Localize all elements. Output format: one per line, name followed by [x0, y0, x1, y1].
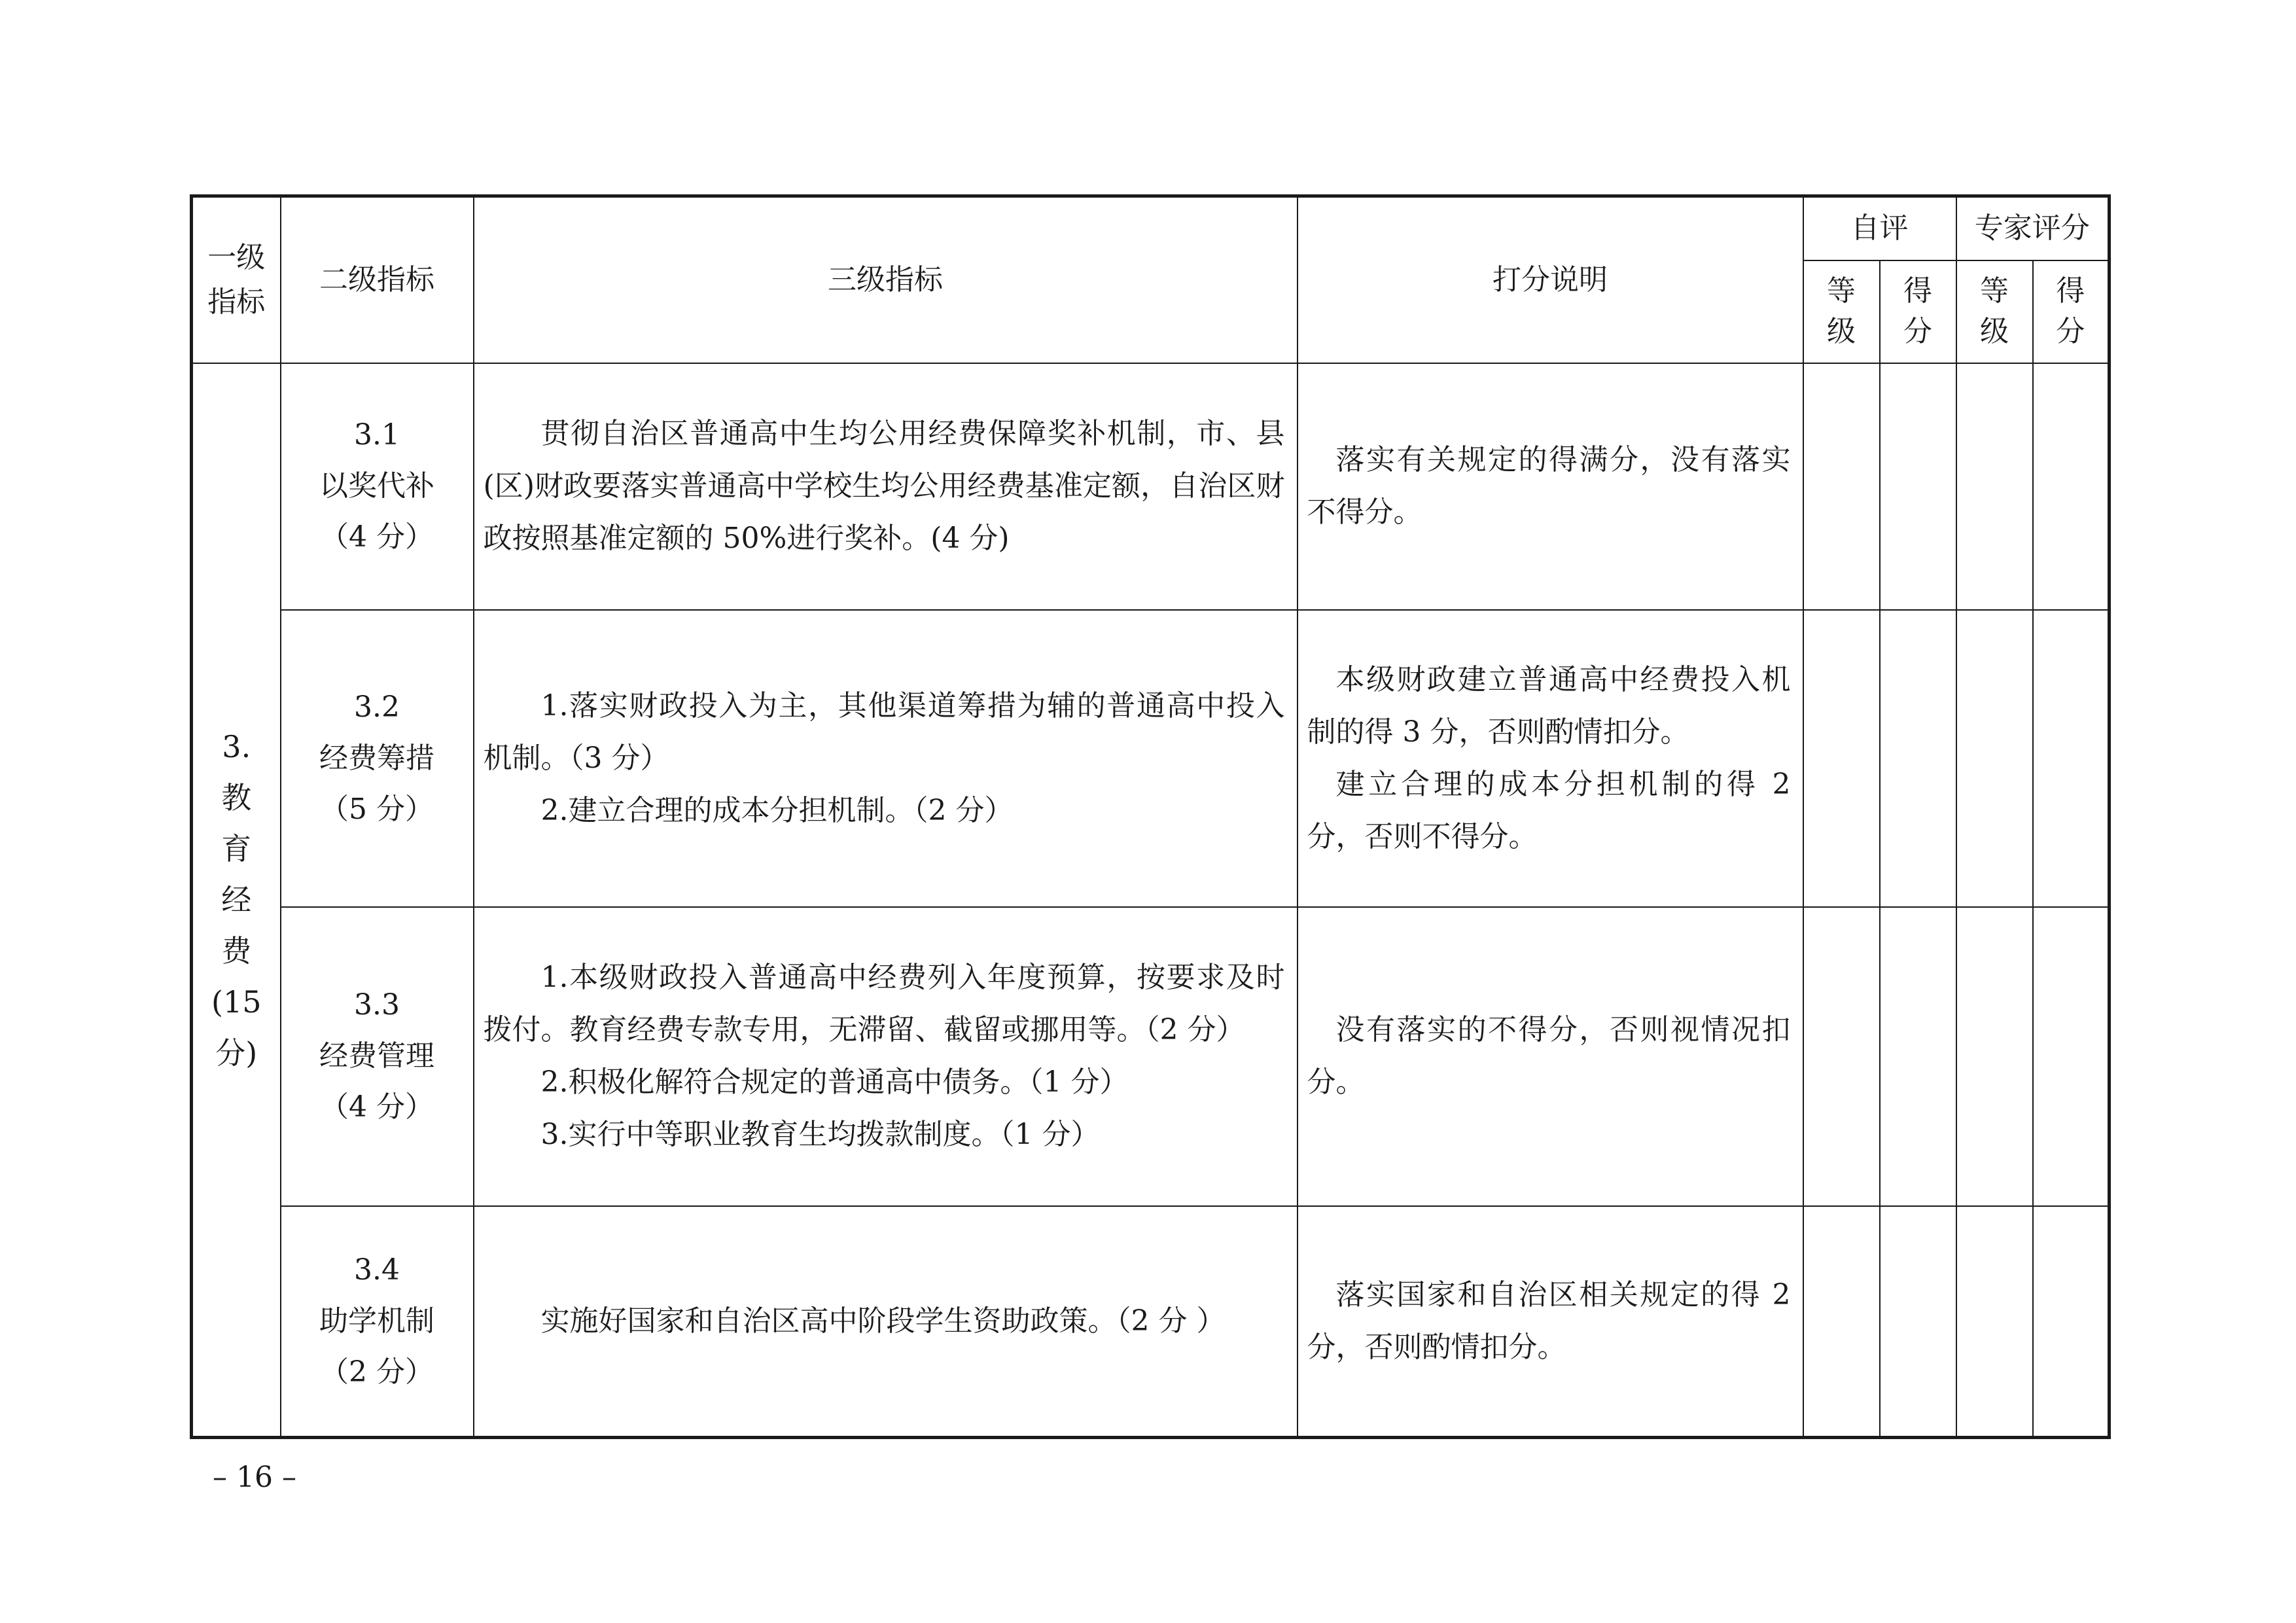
scoring-paragraph: 建立合理的成本分担机制的得 2 分，否则不得分。	[1307, 767, 1791, 853]
category-line: 分)	[215, 1035, 258, 1071]
scoring-paragraph: 本级财政建立普通高中经费投入机制的得 3 分，否则酌情扣分。	[1307, 662, 1791, 749]
self-grade-cell[interactable]	[1803, 907, 1880, 1206]
table-row	[192, 1206, 2110, 1438]
level3-cell	[474, 363, 1298, 610]
self-score-cell[interactable]	[1880, 1206, 1956, 1438]
level2-cell	[281, 907, 474, 1206]
header-level1	[192, 196, 281, 363]
level2-cell	[281, 1206, 474, 1438]
self-grade-cell[interactable]	[1803, 363, 1880, 610]
level2-cell	[281, 363, 474, 610]
category-line: 教	[221, 779, 252, 815]
scoring-paragraph: 没有落实的不得分，否则视情况扣分。	[1307, 1013, 1791, 1099]
header-self-grade	[1803, 260, 1880, 363]
evaluation-table	[190, 194, 2111, 1439]
self-score-cell[interactable]	[1880, 363, 1956, 610]
level2-cell	[281, 610, 474, 907]
level2-code: 3.2	[354, 690, 400, 724]
level2-title: 经费管理	[319, 1039, 434, 1073]
table-row	[192, 363, 2110, 610]
level3-paragraph: 2.积极化解符合规定的普通高中债务。（1 分）	[540, 1065, 1129, 1099]
scoring-cell	[1298, 907, 1803, 1206]
header-self-eval: 自评	[1803, 196, 1956, 260]
self-grade-cell[interactable]	[1803, 610, 1880, 907]
level3-paragraph: 1.本级财政投入普通高中经费列入年度预算，按要求及时拨付。教育经费专款专用，无滞留、截留或挪用等。（2 分）	[483, 961, 1285, 1046]
scoring-paragraph: 落实有关规定的得满分，没有落实不得分。	[1307, 443, 1791, 529]
level3-paragraph: 贯彻自治区普通高中生均公用经费保障奖补机制，市、县(区)财政要落实普通高中学校生均公用经费基准定额，自治区财政按照基准定额的 50%进行奖补。(4 分)	[483, 417, 1285, 555]
level3-paragraph: 2.建立合理的成本分担机制。（2 分）	[540, 793, 1014, 827]
expert-grade-cell[interactable]	[1956, 610, 2033, 907]
table-row	[192, 610, 2110, 907]
header-expert-eval: 专家评分	[1956, 196, 2110, 260]
header-self-grade-text: 等级	[1827, 274, 1856, 348]
level2-code: 3.4	[354, 1253, 400, 1287]
expert-score-cell[interactable]	[2033, 363, 2110, 610]
level3-paragraph: 1.落实财政投入为主，其他渠道筹措为辅的普通高中投入机制。（3 分）	[483, 688, 1285, 775]
header-expert-grade	[1956, 260, 2033, 363]
header-level1-text: 一级指标	[207, 240, 266, 319]
level2-title: 经费筹措	[319, 741, 434, 775]
level2-title: 以奖代补	[319, 469, 434, 503]
level3-cell	[474, 907, 1298, 1206]
category-line: 3.	[222, 728, 251, 764]
page-number: – 16 –	[213, 1461, 296, 1494]
level3-paragraph: 实施好国家和自治区高中阶段学生资助政策。（2 分 ）	[540, 1304, 1226, 1338]
category-cell	[192, 363, 281, 1438]
level2-code: 3.3	[354, 988, 400, 1022]
header-scoring: 打分说明	[1298, 196, 1803, 363]
level2-points: （4 分）	[320, 1090, 434, 1124]
expert-grade-cell[interactable]	[1956, 1206, 2033, 1438]
category-line: 育	[221, 830, 252, 866]
category-line: 经	[221, 882, 252, 918]
scoring-cell	[1298, 610, 1803, 907]
scoring-paragraph: 落实国家和自治区相关规定的得 2 分，否则酌情扣分。	[1307, 1277, 1791, 1364]
evaluation-table-wrapper	[190, 194, 2108, 1439]
level2-code: 3.1	[354, 418, 400, 452]
level3-cell	[474, 610, 1298, 907]
header-level2: 二级指标	[281, 196, 474, 363]
level3-paragraph: 3.实行中等职业教育生均拨款制度。（1 分）	[540, 1118, 1100, 1151]
scoring-cell	[1298, 363, 1803, 610]
level2-points: （4 分）	[320, 520, 434, 554]
level2-points: （5 分）	[320, 792, 434, 826]
level2-points: （2 分）	[320, 1355, 434, 1389]
header-level3: 三级指标	[474, 196, 1298, 363]
expert-score-cell[interactable]	[2033, 907, 2110, 1206]
table-row	[192, 907, 2110, 1206]
level2-title: 助学机制	[319, 1304, 434, 1338]
expert-score-cell[interactable]	[2033, 610, 2110, 907]
self-grade-cell[interactable]	[1803, 1206, 1880, 1438]
category-line: 费	[221, 933, 252, 969]
expert-score-cell[interactable]	[2033, 1206, 2110, 1438]
expert-grade-cell[interactable]	[1956, 363, 2033, 610]
header-expert-grade-text: 等级	[1980, 274, 2009, 348]
header-row-1	[192, 196, 2110, 260]
level3-cell	[474, 1206, 1298, 1438]
header-expert-score-text: 得分	[2056, 274, 2085, 348]
self-score-cell[interactable]	[1880, 907, 1956, 1206]
self-score-cell[interactable]	[1880, 610, 1956, 907]
scoring-cell	[1298, 1206, 1803, 1438]
expert-grade-cell[interactable]	[1956, 907, 2033, 1206]
header-self-score-text: 得分	[1903, 274, 1932, 348]
header-self-score	[1880, 260, 1956, 363]
category-line: (15	[211, 984, 262, 1020]
header-expert-score	[2033, 260, 2110, 363]
